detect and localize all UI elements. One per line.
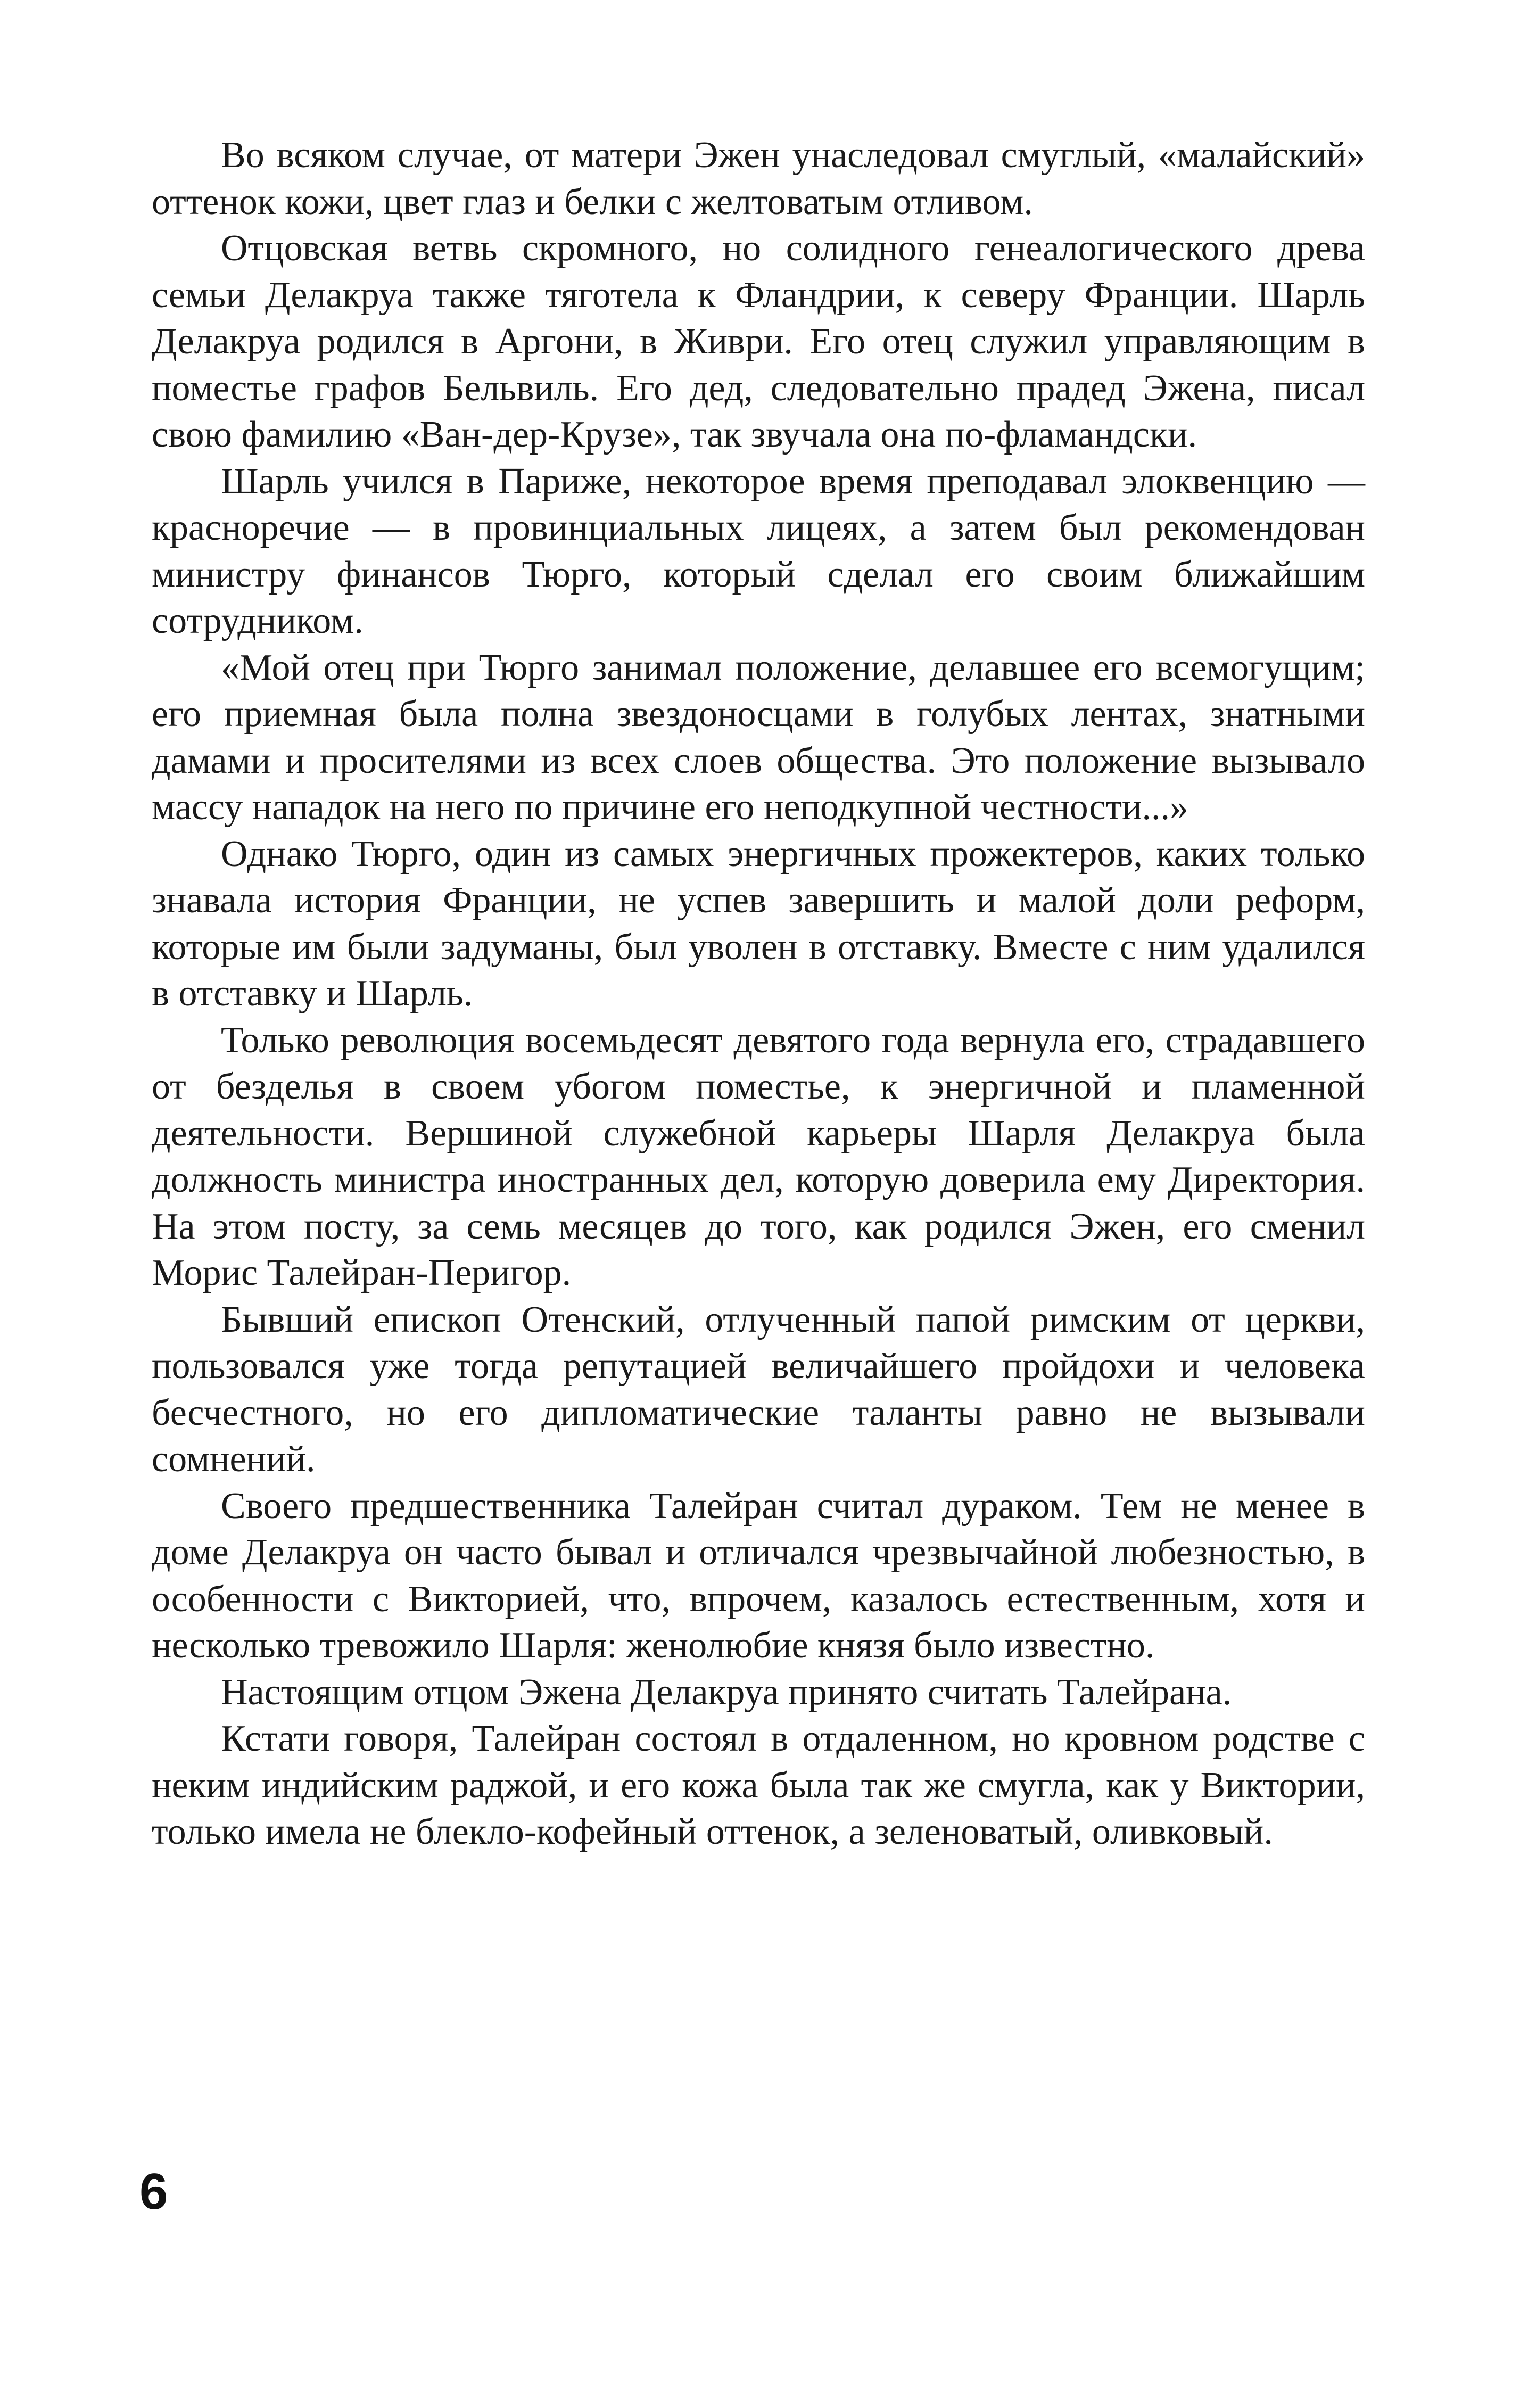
paragraph: Однако Тюрго, один из самых энергичных прожектеров, каких только знавала история Франции, не успев завершить и малой доли реформ, которые им были задуманы, был уволен в отставку. Вместе с ним удалился в отставку и Шарль. [152, 833, 1365, 1014]
paragraph: «Мой отец при Тюрго занимал положение, делавшее его всемогущим; его приемная была полна звездоносцами в голубых лентах, знатными дамами и просителями из всех слоев общества. Это положение вызывало массу нападок на него по причине его неподкупной честности...» [152, 647, 1365, 828]
paragraph: Шарль учился в Париже, некоторое время преподавал элоквенцию — красноречие — в провинциальных лицеях, а затем был рекомендован министру финансов Тюрго, который сделал его своим ближайшим сотрудником. [152, 460, 1365, 641]
paragraph: Только революция восемьдесят девятого года вернула его, страдавшего от безделья в своем убогом поместье, к энергичной и пламенной деятельности. Вершиной служебной карьеры Шарля Делакруа была должность министра иностранных дел, которую доверила ему Директория. На этом посту, за семь месяцев до того, как родился Эжен, его сменил Морис Талейран-Перигор. [152, 1019, 1365, 1293]
paragraph: Бывший епископ Отенский, отлученный папой римским от церкви, пользовался уже тогда репутацией величайшего пройдохи и человека бесчестного, но его дипломатические таланты равно не вызывали сомнений. [152, 1299, 1365, 1480]
paragraph: Отцовская ветвь скромного, но солидного генеалогического древа семьи Делакруа также тяготела к Фландрии, к северу Франции. Шарль Делакруа родился в Аргони, в Живри. Его отец служил управляющим в поместье графов Бельвиль. Его дед, следовательно прадед Эжена, писал свою фамилию «Ван-дер-Крузе», так звучала она по-фламандски. [152, 228, 1365, 455]
paragraph: Кстати говоря, Талейран состоял в отдаленном, но кровном родстве с неким индийским раджой, и его кожа была так же смугла, как у Виктории, только имела не блекло-кофейный оттенок, а зеленоватый, оливковый. [152, 1718, 1365, 1852]
paragraph: Настоящим отцом Эжена Делакруа принято считать Талейрана. [221, 1671, 1232, 1713]
paragraph: Во всяком случае, от матери Эжен унаследовал смуглый, «малайский» оттенок кожи, цвет глаз и белки с желтоватым отливом. [152, 135, 1365, 222]
page-number: 6 [139, 2163, 168, 2220]
paragraph: Своего предшественника Талейран считал дураком. Тем не менее в доме Делакруа он часто бывал и отличался чрезвычайной любезностью, в особенности с Викторией, что, впрочем, казалось естественным, хотя и несколько тревожило Шарля: женолюбие князя было известно. [152, 1485, 1365, 1666]
body-text [152, 132, 1365, 1856]
